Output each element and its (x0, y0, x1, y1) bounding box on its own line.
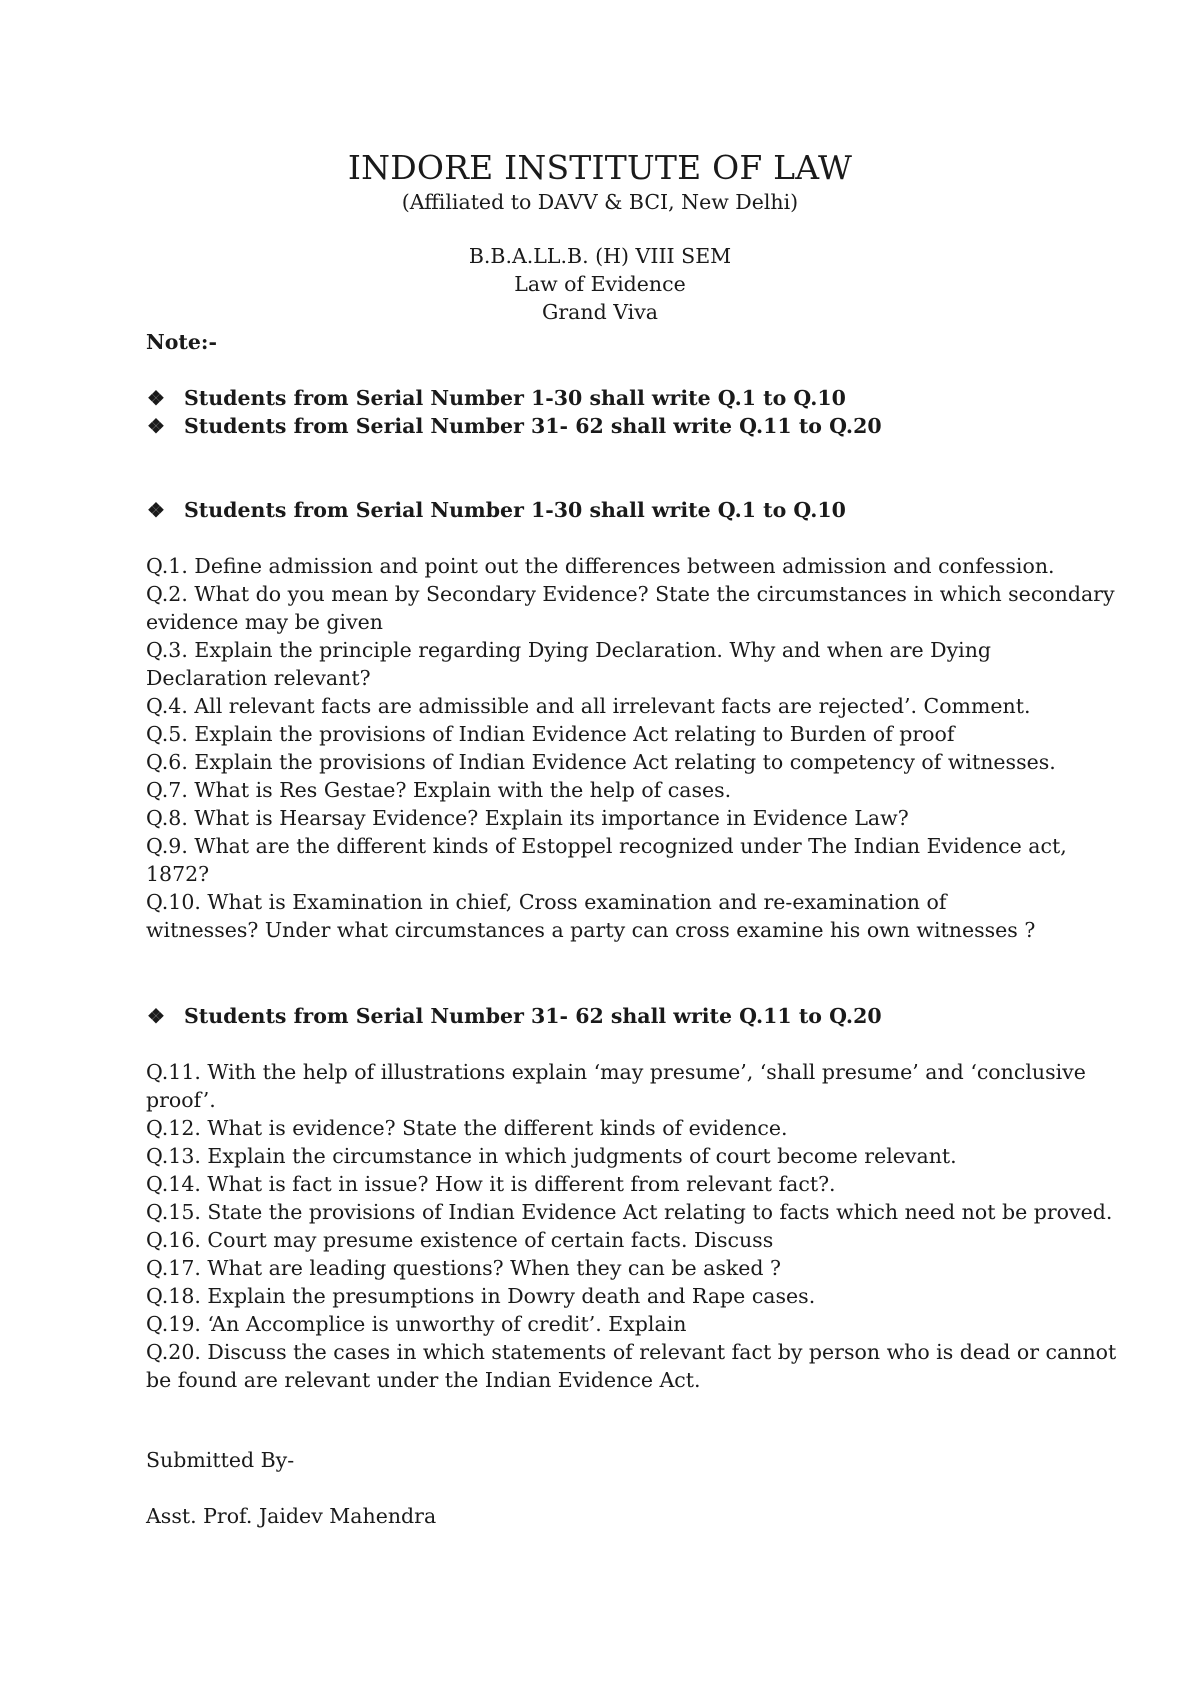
question-line: Q.7. What is Res Gestae? Explain with the help of cases. (146, 778, 732, 802)
question-line: Q.8. What is Hearsay Evidence? Explain its importance in Evidence Law? (146, 806, 909, 830)
question-line: Q.11. With the help of illustrations explain ‘may presume’, ‘shall presume’ and ‘conclusive (146, 1060, 1086, 1084)
course-text: B.B.A.LL.B. (H) VIII SEM (468, 244, 732, 268)
question-line: Q.19. ‘An Accomplice is unworthy of credit’. Explain (146, 1312, 687, 1336)
question-line: evidence may be given (146, 610, 383, 634)
question-line: be found are relevant under the Indian Evidence Act. (146, 1368, 701, 1392)
institute-title: INDORE INSTITUTE OF LAW (347, 148, 853, 187)
question-line: Q.9. What are the different kinds of Estoppel recognized under The Indian Evidence act, (146, 834, 1067, 858)
question-line: Q.5. Explain the provisions of Indian Evidence Act relating to Burden of proof (146, 722, 955, 746)
author-name: Asst. Prof. Jaidev Mahendra (146, 1504, 437, 1528)
exam-text: Grand Viva (541, 300, 659, 324)
question-line: Q.18. Explain the presumptions in Dowry death and Rape cases. (146, 1284, 816, 1308)
note-label: Note:- (146, 330, 217, 354)
note-bullet-text: Students from Serial Number 31- 62 shall write Q.11 to Q.20 (184, 414, 882, 438)
section-heading-text: Students from Serial Number 31- 62 shall write Q.11 to Q.20 (184, 1004, 882, 1028)
section-heading-text: Students from Serial Number 1-30 shall write Q.1 to Q.10 (184, 498, 846, 522)
note-bullet-text: Students from Serial Number 1-30 shall write Q.1 to Q.10 (184, 386, 846, 410)
note-bullet (146, 386, 846, 410)
diamond-bullet-icon: ❖ (147, 1004, 165, 1028)
question-line: Q.17. What are leading questions? When they can be asked ? (146, 1256, 782, 1280)
question-line: Q.14. What is fact in issue? How it is different from relevant fact?. (146, 1172, 836, 1196)
question-line: Q.13. Explain the circumstance in which judgments of court become relevant. (146, 1144, 957, 1168)
subject-text: Law of Evidence (514, 272, 686, 296)
question-line: Q.1. Define admission and point out the differences between admission and confession. (146, 554, 1055, 578)
question-line: Q.15. State the provisions of Indian Evidence Act relating to facts which need not be proved. (146, 1200, 1113, 1224)
question-line: Q.10. What is Examination in chief, Cross examination and re-examination of (146, 890, 947, 914)
question-line: Q.20. Discuss the cases in which statements of relevant fact by person who is dead or cannot (146, 1340, 1117, 1364)
question-line: Q.12. What is evidence? State the different kinds of evidence. (146, 1116, 788, 1140)
question-line: 1872? (146, 862, 210, 886)
question-line: Declaration relevant? (146, 666, 371, 690)
question-line: witnesses? Under what circumstances a party can cross examine his own witnesses ? (146, 918, 1036, 942)
diamond-bullet-icon: ❖ (147, 498, 165, 522)
question-list (146, 1058, 1117, 1394)
question-list (146, 552, 1115, 944)
question-line: Q.16. Court may presume existence of certain facts. Discuss (146, 1228, 774, 1252)
question-line: Q.6. Explain the provisions of Indian Evidence Act relating to competency of witnesses. (146, 750, 1056, 774)
submitted-by-label: Submitted By- (146, 1448, 295, 1472)
question-line: proof’. (146, 1088, 216, 1112)
note-bullet (146, 414, 882, 438)
affiliation-text: (Affiliated to DAVV & BCI, New Delhi) (401, 190, 799, 214)
section-heading (146, 1004, 882, 1028)
question-line: Q.2. What do you mean by Secondary Evidence? State the circumstances in which secondary (146, 582, 1115, 606)
question-line: Q.4. All relevant facts are admissible and all irrelevant facts are rejected’. Comment. (146, 694, 1031, 718)
diamond-bullet-icon: ❖ (147, 386, 165, 410)
section-heading (146, 498, 846, 522)
diamond-bullet-icon: ❖ (147, 414, 165, 438)
question-line: Q.3. Explain the principle regarding Dying Declaration. Why and when are Dying (146, 638, 992, 662)
